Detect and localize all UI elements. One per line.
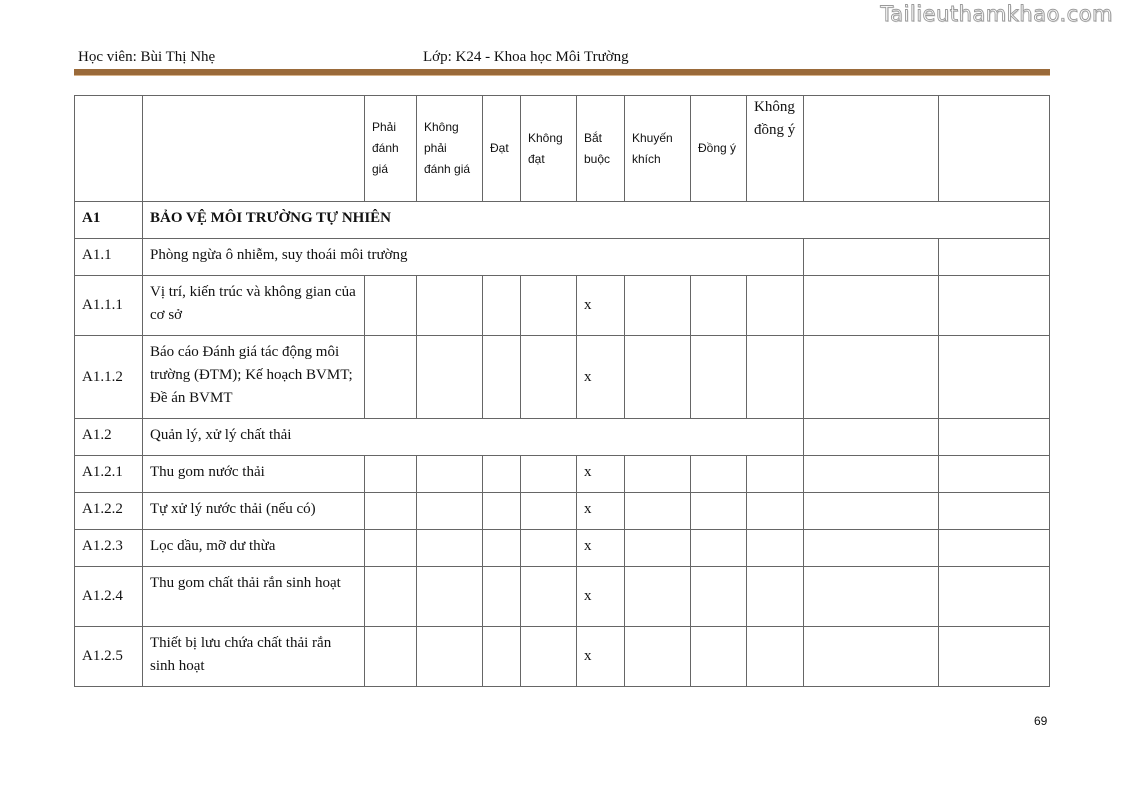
- table-cell: [521, 567, 577, 627]
- table-cell: [521, 530, 577, 567]
- table-cell: [804, 493, 939, 530]
- table-cell: [417, 530, 483, 567]
- table-row: [75, 202, 1050, 239]
- table-cell: [804, 567, 939, 627]
- table-cell: [804, 627, 939, 687]
- table-cell: [939, 239, 1050, 276]
- header-cell-extra: [804, 96, 939, 202]
- table-cell: [691, 530, 747, 567]
- mark-cell: x: [577, 456, 625, 493]
- row-title: Quản lý, xử lý chất thải: [143, 419, 804, 456]
- row-code: A1.2: [75, 419, 143, 456]
- row-code: A1.2.4: [75, 567, 143, 627]
- row-title: Thu gom nước thải: [143, 456, 365, 493]
- table-cell: [483, 530, 521, 567]
- page-number: 69: [1034, 714, 1048, 728]
- table-cell: [365, 336, 417, 419]
- table-cell: [483, 627, 521, 687]
- column-header: Đồng ý: [691, 96, 747, 202]
- table-row: [75, 627, 1050, 687]
- table-cell: [483, 456, 521, 493]
- column-header: Đạt: [483, 96, 521, 202]
- table-cell: [939, 276, 1050, 336]
- table-cell: [691, 627, 747, 687]
- table-cell: [483, 276, 521, 336]
- row-code: A1.2.5: [75, 627, 143, 687]
- table-cell: [483, 336, 521, 419]
- table-cell: [691, 567, 747, 627]
- table-cell: [939, 493, 1050, 530]
- row-title: Vị trí, kiến trúc và không gian của cơ sở: [143, 276, 365, 336]
- table-cell: [939, 567, 1050, 627]
- row-code: A1.2.2: [75, 493, 143, 530]
- table-cell: [625, 530, 691, 567]
- table-cell: [483, 493, 521, 530]
- table-cell: [521, 456, 577, 493]
- table-cell: [417, 276, 483, 336]
- table-cell: [417, 627, 483, 687]
- table-row: [75, 530, 1050, 567]
- table-cell: [365, 493, 417, 530]
- row-code: A1.1: [75, 239, 143, 276]
- column-header: Bắt buộc: [577, 96, 625, 202]
- header-cell-extra: [939, 96, 1050, 202]
- table-cell: [747, 627, 804, 687]
- table-cell: [939, 627, 1050, 687]
- mark-cell: x: [577, 567, 625, 627]
- table-cell: [365, 456, 417, 493]
- row-title: Thu gom chất thải rắn sinh hoạt: [143, 567, 365, 627]
- table-cell: [521, 493, 577, 530]
- row-title: BẢO VỆ MÔI TRƯỜNG TỰ NHIÊN: [143, 202, 1050, 239]
- table-cell: [747, 493, 804, 530]
- table-row: [75, 456, 1050, 493]
- table-cell: [804, 456, 939, 493]
- table-cell: [691, 336, 747, 419]
- header-divider: [74, 69, 1050, 76]
- table-cell: [747, 567, 804, 627]
- table-cell: [939, 336, 1050, 419]
- row-code: A1.2.3: [75, 530, 143, 567]
- table-cell: [625, 456, 691, 493]
- table-cell: [939, 530, 1050, 567]
- column-header: Không phải đánh giá: [417, 96, 483, 202]
- table-cell: [417, 493, 483, 530]
- row-title: Phòng ngừa ô nhiễm, suy thoái môi trường: [143, 239, 804, 276]
- mark-cell: x: [577, 336, 625, 419]
- table-cell: [804, 276, 939, 336]
- table-cell: [747, 276, 804, 336]
- table-row: [75, 493, 1050, 530]
- table-cell: [691, 493, 747, 530]
- table-cell: [804, 530, 939, 567]
- table-row: [75, 419, 1050, 456]
- table-row: [75, 336, 1050, 419]
- table-cell: [365, 627, 417, 687]
- table-cell: [417, 567, 483, 627]
- table-row: [75, 567, 1050, 627]
- mark-cell: x: [577, 493, 625, 530]
- table-cell: [625, 627, 691, 687]
- row-title: Báo cáo Đánh giá tác động môi trường (ĐTM); Kế hoạch BVMT; Đề án BVMT: [143, 336, 365, 419]
- class-name: Lớp: K24 - Khoa học Môi Trường: [423, 49, 629, 65]
- table-cell: [691, 456, 747, 493]
- table-cell: [691, 276, 747, 336]
- table-cell: [804, 336, 939, 419]
- watermark-text: Tailieuthamkhao.com: [880, 2, 1113, 26]
- table-cell: [747, 336, 804, 419]
- mark-cell: x: [577, 276, 625, 336]
- table-cell: [365, 276, 417, 336]
- table-row: [75, 276, 1050, 336]
- table-cell: [483, 567, 521, 627]
- row-title: Lọc dầu, mỡ dư thừa: [143, 530, 365, 567]
- table-cell: [939, 456, 1050, 493]
- student-name: Học viên: Bùi Thị Nhẹ: [78, 49, 216, 65]
- table-cell: [747, 456, 804, 493]
- row-code: A1.1.2: [75, 336, 143, 419]
- table-cell: [939, 419, 1050, 456]
- table-cell: [625, 567, 691, 627]
- table-header-row: [75, 96, 1050, 202]
- table-cell: [625, 276, 691, 336]
- header-cell-code: [75, 96, 143, 202]
- table-cell: [417, 336, 483, 419]
- table-cell: [417, 456, 483, 493]
- mark-cell: x: [577, 627, 625, 687]
- mark-cell: x: [577, 530, 625, 567]
- column-header: Không đồng ý: [747, 96, 804, 202]
- page-header: [78, 49, 1048, 71]
- table-cell: [521, 276, 577, 336]
- table-cell: [747, 530, 804, 567]
- column-header: Không đạt: [521, 96, 577, 202]
- table-cell: [521, 336, 577, 419]
- table-cell: [625, 493, 691, 530]
- row-code: A1: [75, 202, 143, 239]
- row-code: A1.1.1: [75, 276, 143, 336]
- column-header: Phải đánh giá: [365, 96, 417, 202]
- column-header: Khuyến khích: [625, 96, 691, 202]
- row-title: Thiết bị lưu chứa chất thải rắn sinh hoạt: [143, 627, 365, 687]
- table-cell: [521, 627, 577, 687]
- row-code: A1.2.1: [75, 456, 143, 493]
- row-title: Tự xử lý nước thải (nếu có): [143, 493, 365, 530]
- evaluation-table: [74, 95, 1050, 687]
- header-cell-criterion: [143, 96, 365, 202]
- table-cell: [804, 239, 939, 276]
- table-cell: [365, 530, 417, 567]
- table-cell: [804, 419, 939, 456]
- table-row: [75, 239, 1050, 276]
- table-cell: [625, 336, 691, 419]
- table-cell: [365, 567, 417, 627]
